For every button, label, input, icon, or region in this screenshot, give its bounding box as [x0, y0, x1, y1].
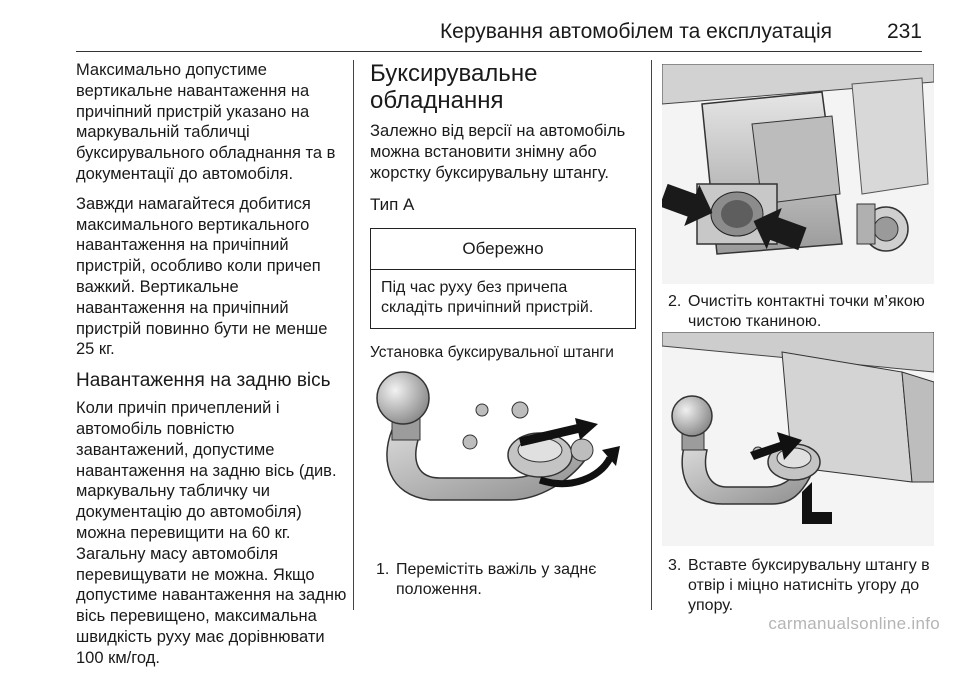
paragraph-vertical-load: Максимально допустиме вертикальне навантаження на причіпний пристрій указано на маркувальній табличці буксирувального обладнання та в документації до автомобіля.	[76, 61, 336, 183]
heading-rear-axle-load: Навантаження на задню вісь	[76, 370, 331, 392]
header-rule	[76, 51, 922, 52]
page-number: 231	[886, 20, 922, 43]
caution-box	[370, 228, 636, 329]
running-title: Керування автомобілем та експлуатація	[439, 20, 832, 43]
paragraph-towing-intro: Залежно від версії на автомобіль можна встановити знімну або жорстку буксирувальну штангу.	[370, 122, 626, 182]
towbar-lever-illustration	[370, 350, 636, 540]
step-1	[376, 560, 628, 600]
step-1-number: 1.	[376, 561, 390, 578]
column-divider-2	[651, 60, 652, 610]
step-2-text: Очистіть контактні точки м’якою чистою тканиною.	[688, 293, 925, 330]
page-header	[0, 0, 960, 56]
step-2-number: 2.	[668, 293, 682, 310]
watermark: carmanualsonline.info	[768, 614, 940, 633]
step-3	[668, 556, 930, 616]
step-2	[668, 292, 930, 332]
paragraph-rear-axle: Коли причіп причеплений і автомобіль повністю завантажений, допустиме навантаження на задню вісь (див. маркувальну табличку чи документацію до автомобіля) можна перевищити на 60 кг. Загальну масу автомобіля перевищувати не можна. Якщо допустиме навантаження на задню вісь перевищено, максимальна швидкість руху має дорівнювати 100 км/год.	[76, 399, 347, 667]
step-3-text: Вставте буксирувальну штангу в отвір і міцно натисніть угору до упору.	[688, 557, 930, 614]
heading-type-a: Тип А	[370, 195, 415, 215]
column-divider-1	[353, 60, 354, 610]
column-left	[76, 60, 348, 678]
heading-towing-equipment: Буксирувальне обладнання	[370, 60, 538, 114]
caution-text: Під час руху без причепа складіть причіпний пристрій.	[381, 278, 594, 316]
caution-title: Обережно	[371, 229, 635, 270]
contact-points-illustration	[662, 64, 934, 284]
column-middle	[370, 60, 636, 364]
paragraph-max-load: Завжди намагайтеся добитися максимального вертикального навантаження на причіпний пристрій, особливо коли причеп важкий. Вертикальне навантаження на причіпний пристрій повинно бути не менше 25 кг.	[76, 194, 328, 359]
tow-ball	[377, 372, 429, 440]
insert-towbar-illustration	[662, 332, 934, 546]
step-1-text: Перемістіть важіль у заднє положення.	[396, 561, 597, 598]
step-3-number: 3.	[668, 557, 682, 574]
heading-install-towbar: Установка буксирувальної штанги	[370, 343, 614, 361]
